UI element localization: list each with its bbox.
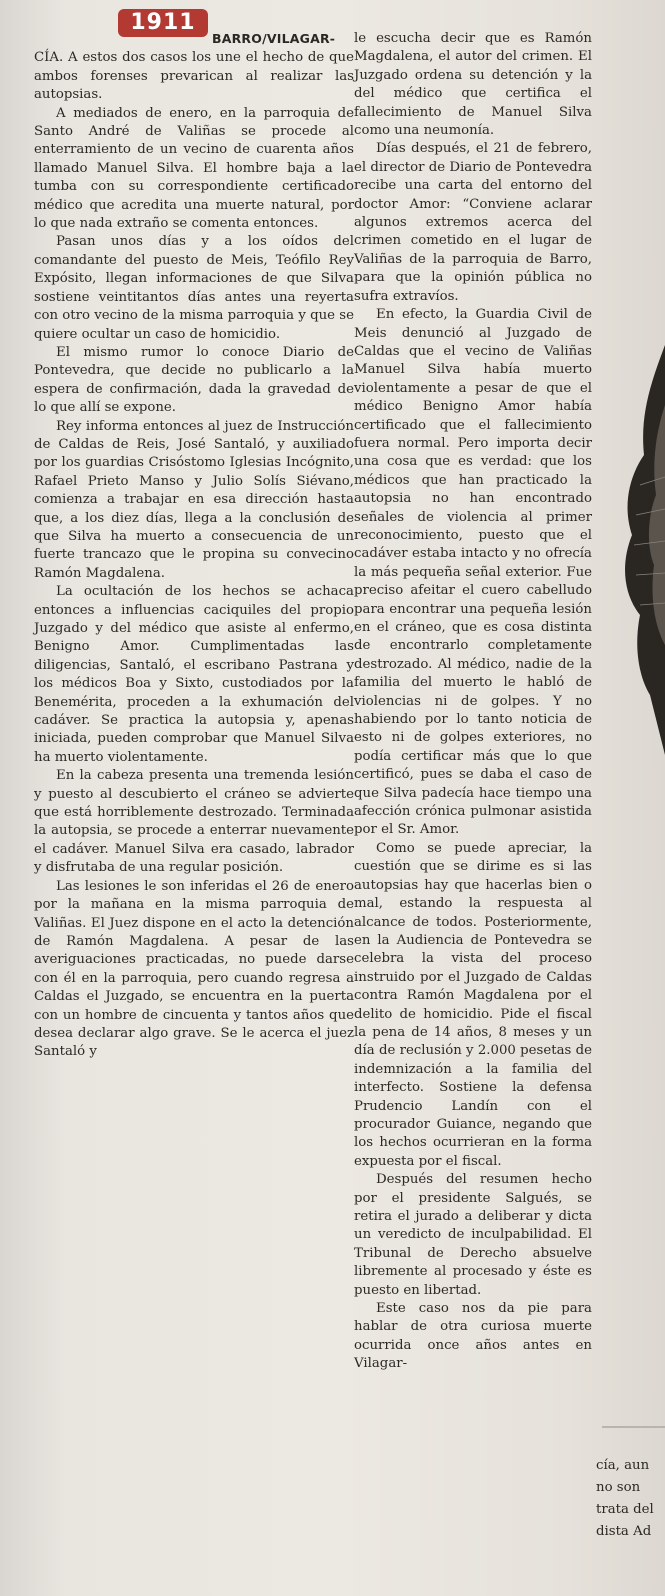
paragraph: Días después, el 21 de febrero, el director de Diario de Pontevedra recibe una carta del entorno del doctor Amor: “Conviene aclarar algunos extremos acerca del crimen cometido en el lugar de Valiñas de la parroquia de Barro, para que la opinión pública no sufra extravíos. [354,141,592,304]
article-column-left [34,30,354,1062]
paragraph: La ocultación de los hechos se achaca entonces a influencias caciquiles del propio Juzgado y del médico que asiste al enfermo, Benigno Amor. Cumplimentadas las diligencias, Santaló, el escribano Pastrana y los médicos Boa y Sixto, custodiados por la Benemérita, proceden a la exhumación del cadáver. Se practica la autopsia y, apenas iniciada, pueden comprobar que Manuel Silva ha muerto violentamente. [34,584,354,765]
text-fragment: no son [596,1480,641,1495]
article-column-middle [354,30,592,1374]
paragraph [34,30,354,105]
paragraph: Pasan unos días y a los oídos del comandante del puesto de Meis, Teófilo Rey Expósito, llegan informaciones de que Silva sostiene veintitantos días antes una reyerta con otro vecino de la misma parroquia y que se quiere ocultar un caso de homicidio. [34,234,354,342]
paragraph: Las lesiones le son inferidas el 26 de enero por la mañana en la misma parroquia de Valiñas. El Juez dispone en el acto la detención de Ramón Magdalena. A pesar de las averiguaciones practicadas, no puede darse con él en la parroquia, pero cuando regresa a Caldas el Juzgado, se encuentra en la puerta con un hombre de cincuenta y tantos años que desea declarar algo grave. Se le acerca el juez Santaló y [34,878,354,1060]
text-fragment: dista Ad [596,1524,652,1539]
topic-label: BARRO/VILAGAR- [212,31,336,46]
paragraph: En la cabeza presenta una tremenda lesión y puesto al descubierto el cráneo se advierte que está horriblemente destrozado. Terminada la autopsia, se procede a enterrar nuevamente el cadáver. Manuel Silva era casado, labrador y disfrutaba de una regular posición. [34,768,354,876]
year-badge: 1911 [118,9,208,37]
paragraph: Rey informa entonces al juez de Instrucción de Caldas de Reis, José Santaló, y auxiliado por los guardias Crisóstomo Iglesias Incógnito, Rafael Prieto Manso y Julio Solís Siévano, comienza a trabajar en esa dirección hasta que, a los diez días, llega a la conclusión de que Silva ha muerto a consecuencia de un fuerte trancazo que le propina su convecino Ramón Magdalena. [34,418,354,581]
paragraph: le escucha decir que es Ramón Magdalena, el autor del crimen. El Juzgado ordena su detención y la del médico que certifica el fallecimiento de Manuel Silva como una neumonía. [354,31,592,139]
paragraph: Este caso nos da pie para hablar de otra curiosa muerte ocurrida once años antes en Vilagar- [354,1301,592,1372]
paragraph-text: CÍA. A estos dos casos los une el hecho de que ambos forenses prevarican al realizar las autopsias. [34,50,354,103]
paragraph: Después del resumen hecho por el presidente Salgués, se retira el jurado a deliberar y dicta un veredicto de inculpabilidad. El Tribunal de Derecho absuelve libremente al procesado y éste es puesto en libertad. [354,1172,592,1298]
paragraph: A mediados de enero, en la parroquia de Santo André de Valiñas se procede al enterramiento de un vecino de cuarenta años llamado Manuel Silva. El hombre baja a la tumba con su correspondiente certificado médico que acredita una muerte natural, por lo que nada extraño se comenta entonces. [34,105,354,232]
adjacent-column-text [594,1455,665,1543]
text-fragment: cía, aun [596,1458,650,1473]
paragraph: Como se puede apreciar, la cuestión que se dirime es si las autopsias hay que hacerlas bien o mal, estando la respuesta al alcance de todos. Posteriormente, en la Audiencia de Pontevedra se celebra la vista del proceso instruido por el Juzgado de Caldas contra Ramón Magdalena por el delito de homicidio. Pide el fiscal la pena de 14 años, 8 meses y un día de reclusión y 2.000 pesetas de indemnización a la familia del interfecto. Sostiene la defensa Prudencio Landín con el procurador Guiance, negando que los hechos ocurrieran en la forma expuesta por el fiscal. [354,840,592,1169]
engraved-portrait-fragment [610,345,665,755]
paragraph: En efecto, la Guardia Civil de Meis denunció al Juzgado de Caldas que el vecino de Valiñas Manuel Silva había muerto violentamente a pesar de que el médico Benigno Amor había certificado que el fallecimiento fuera normal. Pero importa decir una cosa que es verdad: que los médicos que han practicado la autopsia no han encontrado señales de violencia al primer reconocimiento, puesto que el cadáver estaba intacto y no ofrecía la más pequeña señal exterior. Fue preciso afeitar el cuero cabelludo para encontrar una pequeña lesión en el cráneo, que es cosa distinta de encontrarlo completamente destrozado. Al médico, nadie de la familia del muerto le habló de violencias ni de golpes. Y no habiendo por lo tanto noticia de esto ni de golpes exteriores, no podía certificar más que lo que certificó, pues se daba el caso de que Silva padecía hace tiempo una afección crónica pulmonar asistida por el Sr. Amor. [354,307,592,838]
text-fragment: trata del [596,1502,654,1517]
divider-rule [602,1426,665,1428]
paragraph: El mismo rumor lo conoce Diario de Pontevedra, que decide no publicarlo a la espera de confirmación, dada la gravedad de lo que allí se expone. [34,344,354,416]
adjacent-column-strip [594,0,665,1596]
